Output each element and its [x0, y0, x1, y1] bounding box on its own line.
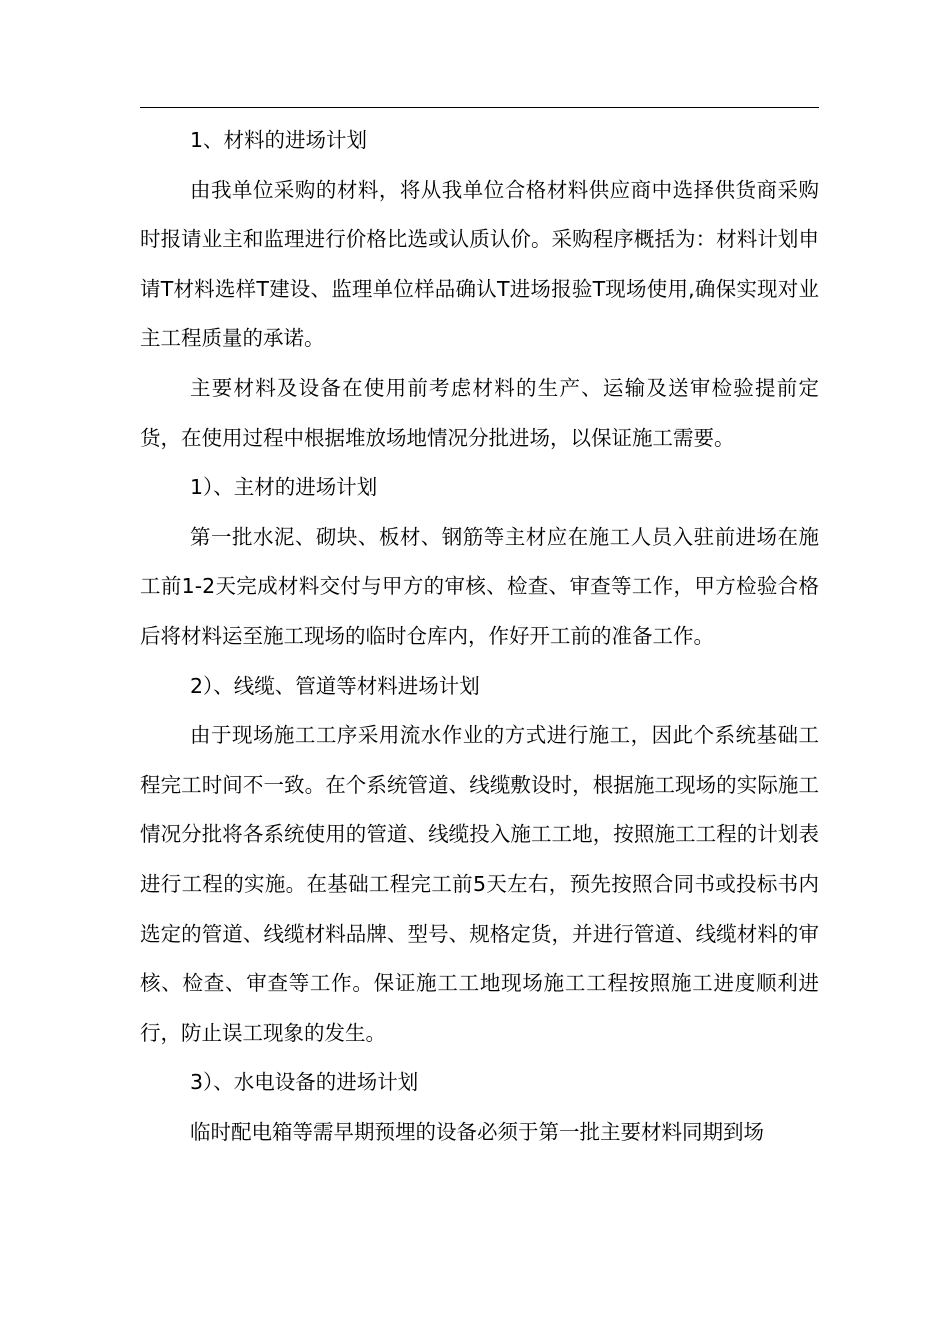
- paragraph-electrical-equipment: 临时配电箱等需早期预埋的设备必须于第一批主要材料同期到场: [190, 1119, 764, 1144]
- section-heading-electrical-equipment: 3）、水电设备的进场计划: [190, 1070, 419, 1095]
- paragraph-cables-pipes: 由于现场施工工序采用流水作业的方式进行施工，因此个系统基础工程完工时间不一致。在个系统管道、线缆敷设时，根据施工现场的实际施工情况分批将各系统使用的管道、线缆投入施工工地，按照施工工程的计划表进行工程的实施。在基础工程完工前5天左右，预先按照合同书或投标书内选定的管道、线缆材料品牌、型号、规格定货，并进行管道、线缆材料的审核、检查、审查等工作。保证施工工地现场施工工程按照施工进度顺利进行，防止误工现象的发生。: [140, 723, 819, 1045]
- paragraph-main-materials: 第一批水泥、砌块、板材、钢筋等主材应在施工人员入驻前进场在施工前1-2天完成材料交付与甲方的审核、检查、审查等工作，甲方检验合格后将材料运至施工现场的临时仓库内，作好开工前的准备工作。: [140, 524, 819, 648]
- document-body: [140, 116, 819, 1157]
- header-rule: [140, 107, 819, 108]
- paragraph-ordering: 主要材料及设备在使用前考虑材料的生产、运输及送审检验提前定货，在使用过程中根据堆放场地情况分批进场，以保证施工需要。: [140, 375, 819, 450]
- paragraph-procurement: 由我单位采购的材料，将从我单位合格材料供应商中选择供货商采购时报请业主和监理进行价格比选或认质认价。采购程序概括为：材料计划申请T材料选样T建设、监理单位样品确认T进场报验T现场使用,确保实现对业主工程质量的承诺。: [140, 177, 819, 351]
- section-heading-materials-plan: 1、材料的进场计划: [190, 128, 368, 152]
- section-heading-cables-pipes: 2）、线缆、管道等材料进场计划: [190, 673, 480, 698]
- section-heading-main-materials: 1）、主材的进场计划: [190, 475, 378, 500]
